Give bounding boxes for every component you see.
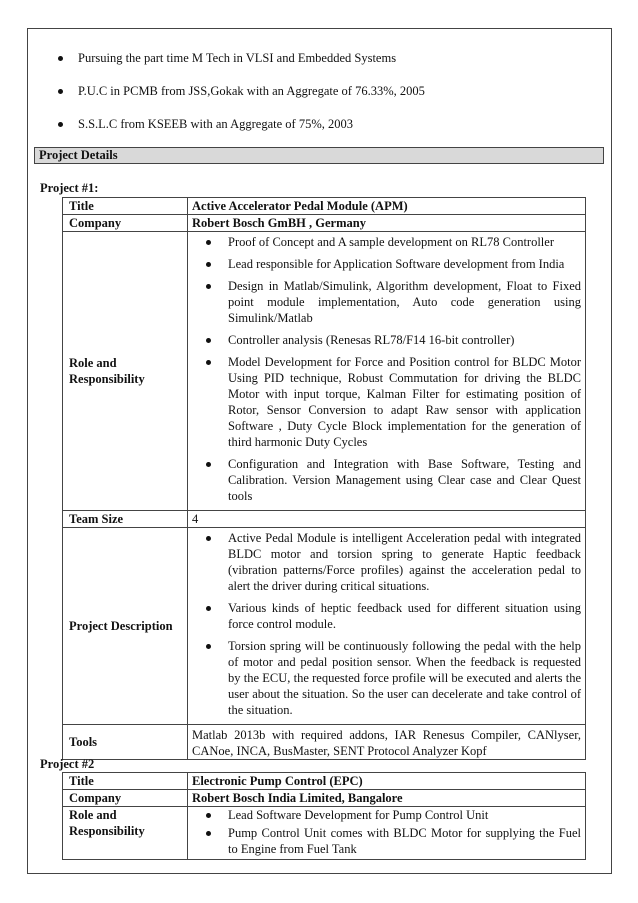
bullet-icon xyxy=(206,262,211,267)
bullet-icon xyxy=(206,360,211,365)
project1-heading: Project #1: xyxy=(40,181,99,195)
label-tools: Tools xyxy=(63,725,188,760)
table-row xyxy=(63,790,586,807)
project1-description xyxy=(188,528,586,725)
table-row xyxy=(63,198,586,215)
project2-heading: Project #2 xyxy=(40,757,95,771)
project2-title: Electronic Pump Control (EPC) xyxy=(188,773,586,790)
project2-company: Robert Bosch India Limited, Bangalore xyxy=(188,790,586,807)
bullet-icon xyxy=(206,606,211,611)
bullet-icon xyxy=(206,338,211,343)
list-item: Controller analysis (Renesas RL78/F14 16-bit controller) xyxy=(192,332,581,348)
list-item: Lead responsible for Application Software development from India xyxy=(192,256,581,272)
project2-table xyxy=(62,772,586,860)
project1-title: Active Accelerator Pedal Module (APM) xyxy=(188,198,586,215)
table-row xyxy=(63,511,586,528)
bullet-icon xyxy=(206,284,211,289)
label-company: Company xyxy=(63,790,188,807)
bullet-icon xyxy=(58,122,63,127)
bullet-icon xyxy=(206,536,211,541)
list-item: Design in Matlab/Simulink, Algorithm development, Float to Fixed point module implementation, Auto code generation using Simulink/Matlab xyxy=(192,278,581,326)
bullet-icon xyxy=(206,644,211,649)
label-title: Title xyxy=(63,773,188,790)
table-row xyxy=(63,773,586,790)
list-item: Active Pedal Module is intelligent Acceleration pedal with integrated BLDC motor and torsion spring to generate Haptic feedback (vibration patterns/Force profiles) against the acceleration pedal to alert the driver during critical situations. xyxy=(192,530,581,594)
project1-team-size: 4 xyxy=(188,511,586,528)
list-item: Lead Software Development for Pump Control Unit xyxy=(192,807,581,823)
label-team-size: Team Size xyxy=(63,511,188,528)
list-item: Torsion spring will be continuously following the pedal with the help of motor and pedal position sensor. When the feedback is requested by the ECU, the requested force profile will be executed and alerts the user about the situation. So the user can decelerate and take control of the situation. xyxy=(192,638,581,718)
list-item: Various kinds of heptic feedback used for different situation using force control module. xyxy=(192,600,581,632)
education-item: P.U.C in PCMB from JSS,Gokak with an Aggregate of 76.33%, 2005 xyxy=(58,81,598,102)
table-row xyxy=(63,215,586,232)
table-row xyxy=(63,807,586,860)
project1-company: Robert Bosch GmBH , Germany xyxy=(188,215,586,232)
bullet-icon xyxy=(206,240,211,245)
label-company: Company xyxy=(63,215,188,232)
list-item: Pump Control Unit comes with BLDC Motor for supplying the Fuel to Engine from Fuel Tank xyxy=(192,825,581,857)
project2-roles xyxy=(188,807,586,860)
project1-roles xyxy=(188,232,586,511)
list-item: Configuration and Integration with Base Software, Testing and Calibration. Version Management using Clear case and Clear Quest tools xyxy=(192,456,581,504)
label-title: Title xyxy=(63,198,188,215)
education-item: S.S.L.C from KSEEB with an Aggregate of 75%, 2003 xyxy=(58,114,598,135)
education-item: Pursuing the part time M Tech in VLSI and Embedded Systems xyxy=(58,48,598,69)
section-title-project-details: Project Details xyxy=(34,147,604,164)
bullet-icon xyxy=(206,462,211,467)
label-project-description: Project Description xyxy=(63,528,188,725)
list-item: Model Development for Force and Position control for BLDC Motor Using PID technique, Robust Commutation for driving the BLDC Motor with input torque, Kalman Filter for estimating position of Rotor, Sensor Conversion to adapt Raw sensor with application Software , Duty Cycle Block implementation for the generation of third harmonic Duty Cycles xyxy=(192,354,581,450)
bullet-icon xyxy=(58,56,63,61)
table-row xyxy=(63,232,586,511)
table-row xyxy=(63,725,586,760)
bullet-icon xyxy=(206,813,211,818)
bullet-icon xyxy=(58,89,63,94)
label-role: Role and Responsibility xyxy=(63,232,188,511)
project1-table xyxy=(62,197,586,760)
project1-tools: Matlab 2013b with required addons, IAR Renesus Compiler, CANlyser, CANoe, INCA, BusMaster, SENT Protocol Analyzer Kopf xyxy=(188,725,586,760)
list-item: Proof of Concept and A sample development on RL78 Controller xyxy=(192,234,581,250)
table-row xyxy=(63,528,586,725)
education-list xyxy=(58,48,598,147)
label-role: Role and Responsibility xyxy=(63,807,188,860)
bullet-icon xyxy=(206,831,211,836)
